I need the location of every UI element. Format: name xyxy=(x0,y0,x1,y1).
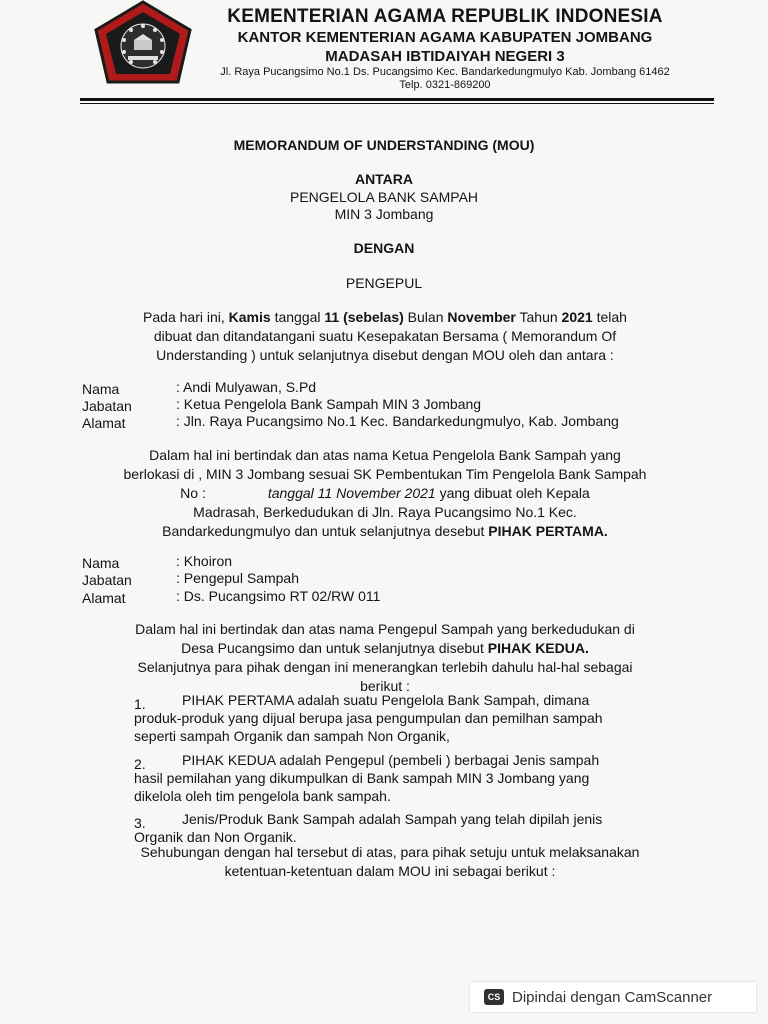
item-1-number: 1. xyxy=(134,696,146,712)
party1-para-text: yang dibuat oleh Kepala xyxy=(435,485,590,501)
intro-line-2: dibuat dan ditandatangani suatu Kesepakatan Bersama ( Memorandum Of xyxy=(153,328,617,344)
item-2-number: 2. xyxy=(134,756,146,772)
header-rule-thick xyxy=(80,98,714,101)
office-name: KANTOR KEMENTERIAN AGAMA KABUPATEN JOMBANG xyxy=(237,29,653,46)
item-1-line-1: PIHAK PERTAMA adalah suatu Pengelola Bank Sampah, dimana xyxy=(182,692,590,708)
item-3-line-1: Jenis/Produk Bank Sampah adalah Sampah yang telah dipilah jenis xyxy=(182,811,603,827)
party2-label-jabatan: Jabatan xyxy=(82,572,132,588)
party1-para-line-2: berlokasi di , MIN 3 Jombang sesuai SK Pembentukan Tim Pengelola Bank Sampah xyxy=(123,466,647,482)
party2-paragraph xyxy=(90,620,680,696)
intro-date: 11 (sebelas) xyxy=(324,309,404,325)
intro-text: Bulan xyxy=(403,309,448,325)
party2-value-nama: : Khoiron xyxy=(176,553,233,569)
intro-text: tanggal xyxy=(270,309,325,325)
item-2-line-1: PIHAK KEDUA adalah Pengepul (pembeli ) berbagai Jenis sampah xyxy=(182,752,600,768)
intro-text: Tahun xyxy=(515,309,562,325)
item-3-line-2: Organik dan Non Organik. xyxy=(134,829,297,845)
intro-paragraph xyxy=(90,308,680,365)
party2-para-text: Desa Pucangsimo dan untuk selanjutnya disebut xyxy=(181,640,488,656)
party2-para-line-1: Dalam hal ini bertindak dan atas nama Pengepul Sampah yang berkedudukan di xyxy=(135,621,635,637)
party1-label-jabatan: Jabatan xyxy=(82,398,132,414)
party1-paragraph xyxy=(80,446,690,541)
antara-heading: ANTARA xyxy=(354,171,414,187)
party1-label-nama: Nama xyxy=(82,381,120,397)
party1-school: MIN 3 Jombang xyxy=(334,206,434,222)
intro-line-1 xyxy=(90,308,680,327)
party1-para-line-4: Madrasah, Berkedudukan di Jln. Raya Pucangsimo No.1 Kec. xyxy=(193,504,577,520)
intro-text: Pada hari ini, xyxy=(143,309,229,325)
camscanner-watermark xyxy=(470,982,756,1012)
intro-month: November xyxy=(447,309,516,325)
school-phone: Telp. 0321-869200 xyxy=(399,79,491,91)
closing-paragraph xyxy=(90,843,690,881)
camscanner-text: Dipindai dengan CamScanner xyxy=(512,988,713,1006)
pihak-pertama-label: PIHAK PERTAMA. xyxy=(488,523,608,539)
camscanner-icon: CS xyxy=(484,989,504,1005)
sk-number-label: No : xyxy=(180,485,206,501)
party1-value-jabatan: : Ketua Pengelola Bank Sampah MIN 3 Jombang xyxy=(176,396,482,412)
intro-line-3: Understanding ) untuk selanjutnya disebut dengan MOU oleh dan antara : xyxy=(156,347,614,363)
party1-label-alamat: Alamat xyxy=(82,415,126,431)
intro-day: Kamis xyxy=(228,309,271,325)
closing-line-1: Sehubungan dengan hal tersebut di atas, para pihak setuju untuk melaksanakan xyxy=(140,844,640,860)
party2-label-nama: Nama xyxy=(82,555,120,571)
intro-year: 2021 xyxy=(561,309,593,325)
party2-value-alamat: : Ds. Pucangsimo RT 02/RW 011 xyxy=(176,588,381,604)
header-rule-thin xyxy=(80,103,714,104)
party2-value-jabatan: : Pengepul Sampah xyxy=(176,570,299,586)
item-2-line-2: hasil pemilahan yang dikumpulkan di Bank sampah MIN 3 Jombang yang xyxy=(134,770,590,786)
item-1-line-2: produk-produk yang dijual berupa jasa pengumpulan dan pemilhan sampah xyxy=(134,710,603,726)
item-2-line-3: dikelola oleh tim pengelola bank sampah. xyxy=(134,788,391,804)
sk-date: tanggal 11 November 2021 xyxy=(267,485,436,501)
party2-para-line-3: Selanjutnya para pihak dengan ini menerangkan terlebih dahulu hal-hal sebagai xyxy=(137,659,633,675)
school-name: MADASAH IBTIDAIYAH NEGERI 3 xyxy=(325,48,565,65)
party1-heading: PENGELOLA BANK SAMPAH xyxy=(289,189,479,205)
ministry-name: KEMENTERIAN AGAMA REPUBLIK INDONESIA xyxy=(227,6,663,27)
closing-line-2: ketentuan-ketentuan dalam MOU ini sebagai berikut : xyxy=(224,863,556,879)
party1-value-nama: : Andi Mulyawan, S.Pd xyxy=(176,379,317,395)
party1-para-line-1: Dalam hal ini bertindak dan atas nama Ketua Pengelola Bank Sampah yang xyxy=(149,447,621,463)
party2-para-line-4: berikut : xyxy=(360,678,410,694)
pihak-kedua-label: PIHAK KEDUA. xyxy=(487,640,589,656)
party2-label-alamat: Alamat xyxy=(82,590,126,606)
party1-para-line-3 xyxy=(80,484,690,503)
party2-para-line-2 xyxy=(90,639,680,658)
letterhead xyxy=(180,6,710,92)
intro-text: telah xyxy=(592,309,627,325)
party2-heading: PENGEPUL xyxy=(345,275,423,291)
item-1-line-3: seperti sampah Organik dan sampah Non Organik, xyxy=(134,728,450,744)
party1-para-line-5 xyxy=(80,522,690,541)
school-address: Jl. Raya Pucangsimo No.1 Ds. Pucangsimo Kec. Bandarkedungmulyo Kab. Jombang 61462 xyxy=(220,66,670,78)
party1-value-alamat: : Jln. Raya Pucangsimo No.1 Kec. Bandarkedungmulyo, Kab. Jombang xyxy=(176,413,619,429)
party1-para-text: Bandarkedungmulyo dan untuk selanjutnya desebut xyxy=(162,523,489,539)
item-3-number: 3. xyxy=(134,815,146,831)
document-title: MEMORANDUM OF UNDERSTANDING (MOU) xyxy=(233,137,535,153)
dengan-heading: DENGAN xyxy=(353,240,415,256)
